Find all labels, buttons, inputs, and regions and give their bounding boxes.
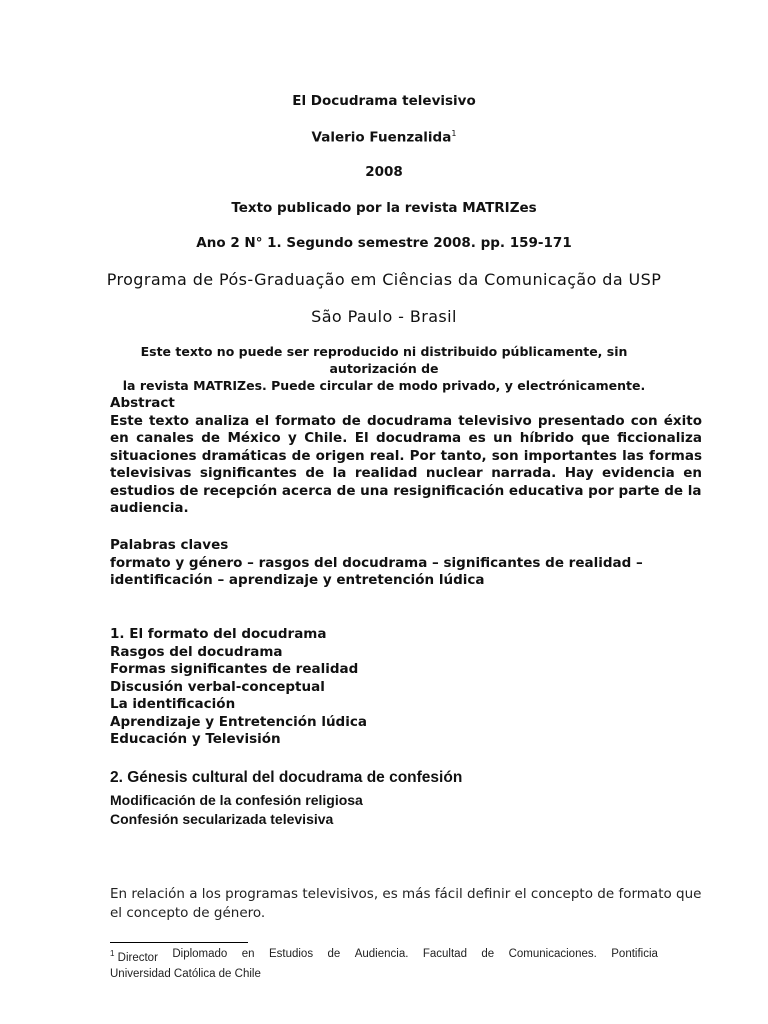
abstract-section [110,395,702,518]
outline-item: Formas significantes de realidad [110,661,359,677]
footnote [110,946,658,982]
footnote-line-2: Universidad Católica de Chile [110,967,261,980]
outline-item: Educación y Televisión [110,731,281,747]
keywords-line-1-text: formato y género – rasgos del docudrama – significantes de realidad – [110,554,643,571]
notice-line-2: la revista MATRIZes. Puede circular de modo privado, y electrónicamente. [122,378,646,393]
footnote-word: de [481,948,495,960]
footnote-word: de [327,948,341,960]
keywords-section [110,537,702,590]
abstract-last-line: audiencia. [110,500,189,516]
footnote-word: Comunicaciones. [508,948,597,960]
footnote-marker: 1 [451,129,457,138]
author-line [0,129,768,146]
keywords-line-2: identificación – aprendizaje y entretención lúdica [110,572,485,588]
copyright-notice [108,343,660,394]
notice-line-1: Este texto no puede ser reproducido ni distribuido públicamente, sin autorización de [140,344,628,376]
footnote-line-1 [110,946,658,966]
issue-line: Ano 2 N° 1. Segundo semestre 2008. pp. 159-171 [196,235,572,251]
body-paragraph: En relación a los programas televisivos, es más fácil definir el concepto de formato que el concepto de género. [110,886,702,921]
section-2-item: Modificación de la confesión religiosa [110,792,363,808]
footnote-mark: 1 [110,949,115,958]
footnote-word: Diplomado [172,948,228,960]
keywords-heading: Palabras claves [110,537,229,553]
footnote-word: Director [117,951,158,964]
footnote-word: Facultad [422,948,467,960]
footnote-word: Audiencia. [354,948,409,960]
publication-year: 2008 [365,164,403,180]
footnote-word: Estudios [268,948,314,960]
footnote-word: en [241,948,255,960]
outline-item: Discusión verbal-conceptual [110,678,325,695]
document-title: El Docudrama televisivo [292,93,476,109]
section-2-item: Confesión secularizada televisiva [110,811,334,827]
outline-item: Aprendizaje y Entretención lúdica [110,713,367,730]
published-note: Texto publicado por la revista MATRIZes [231,200,537,216]
section-1-outline [110,626,702,749]
author-name: Valerio Fuenzalida [311,129,452,146]
outline-item: Rasgos del docudrama [110,643,283,660]
abstract-text: Este texto analiza el formato de docudrama televisivo presentado con éxito en canales de México y Chile. El docudrama es un híbrido que ficcionaliza situaciones dramáticas de origen real. Por tanto, son importantes las formas televisivas significantes de la realidad nuclear narrada. Hay evidencia en estudios de recepción acerca de una resignificación educativa por parte de la [110,412,702,499]
place-line: São Paulo - Brasil [311,307,457,326]
footnote-separator [110,942,248,943]
section-2-title: 2. Génesis cultural del docudrama de confesión [110,769,463,786]
outline-item: La identificación [110,696,236,712]
program-line: Programa de Pós-Graduação em Ciências da Comunicação da USP [106,270,662,289]
keywords-line-1 [110,555,702,573]
footnote-word: Pontificia [611,948,658,960]
abstract-heading: Abstract [110,395,175,411]
outline-item: 1. El formato del docudrama [110,626,327,642]
